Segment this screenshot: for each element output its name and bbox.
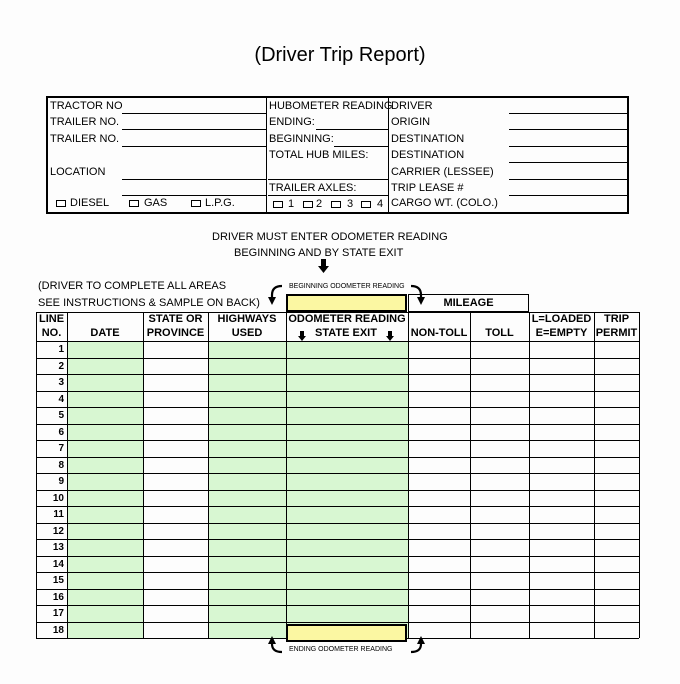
table-cell[interactable] [471, 425, 529, 441]
table-column-divider [639, 312, 640, 638]
table-row-number: 6 [58, 426, 64, 438]
trip-lease-label: TRIP LEASE # [391, 182, 464, 194]
col-loaded-header-1: L=LOADED [531, 313, 592, 325]
table-cell[interactable] [68, 441, 143, 457]
table-cell[interactable] [68, 425, 143, 441]
table-cell[interactable] [595, 590, 639, 606]
table-cell[interactable] [287, 342, 408, 358]
table-cell[interactable] [144, 590, 208, 606]
table-cell[interactable] [209, 359, 286, 375]
table-cell[interactable] [530, 606, 594, 622]
table-cell[interactable] [209, 491, 286, 507]
page-title: (Driver Trip Report) [254, 44, 426, 66]
table-cell[interactable] [471, 573, 529, 589]
col-state-header-1: STATE OR [148, 313, 203, 325]
table-cell[interactable] [209, 557, 286, 573]
table-cell[interactable] [209, 375, 286, 391]
table-cell[interactable] [471, 359, 529, 375]
table-row-number: 2 [58, 360, 64, 372]
table-row-number: 18 [52, 624, 64, 636]
table-row-number: 5 [58, 410, 64, 421]
table-cell[interactable] [595, 557, 639, 573]
table-cell[interactable] [530, 623, 594, 639]
table-cell[interactable] [287, 524, 408, 540]
ending-odometer-label: ENDING ODOMETER READING [289, 646, 393, 653]
table-cell[interactable] [530, 573, 594, 589]
table-cell[interactable] [530, 540, 594, 556]
table-cell[interactable] [144, 524, 208, 540]
table-row-number: 16 [52, 591, 64, 603]
table-cell[interactable] [409, 507, 470, 523]
table-row-number: 8 [58, 459, 64, 471]
table-cell[interactable] [287, 425, 408, 441]
table-row-number: 12 [52, 525, 64, 537]
table-row-number: 7 [58, 443, 64, 454]
origin-label: ORIGIN [391, 116, 431, 128]
driver-label: DRIVER [391, 100, 433, 112]
table-cell[interactable] [595, 474, 639, 490]
table-cell[interactable] [144, 507, 208, 523]
table-cell[interactable] [68, 458, 143, 474]
table-cell[interactable] [68, 342, 143, 358]
table-row-number: 9 [58, 476, 64, 487]
table-cell[interactable] [144, 375, 208, 391]
table-cell[interactable] [68, 540, 143, 556]
col-highways-header-1: HIGHWAYS [217, 313, 277, 325]
table-cell[interactable] [409, 573, 470, 589]
table-cell[interactable] [409, 425, 470, 441]
axle-1-label: 1 [288, 198, 295, 210]
table-cell[interactable] [471, 540, 529, 556]
total-hub-miles-label: TOTAL HUB MILES: [269, 149, 369, 161]
table-cell[interactable] [595, 623, 639, 639]
table-cell[interactable] [68, 408, 143, 424]
table-cell[interactable] [471, 507, 529, 523]
table-row-number: 3 [58, 377, 64, 388]
table-row-number: 13 [52, 542, 64, 553]
table-cell[interactable] [530, 491, 594, 507]
table-cell[interactable] [409, 392, 470, 408]
table-cell[interactable] [144, 458, 208, 474]
table-cell[interactable] [144, 359, 208, 375]
table-cell[interactable] [471, 375, 529, 391]
tractor-no-label: TRACTOR NO [50, 100, 123, 112]
col-permit-header-2: PERMIT [595, 327, 638, 339]
areas-note-1: (DRIVER TO COMPLETE ALL AREAS [38, 280, 227, 292]
beginning-label: BEGINNING: [269, 133, 334, 145]
table-cell[interactable] [287, 441, 408, 457]
table-cell[interactable] [530, 474, 594, 490]
table-cell[interactable] [595, 441, 639, 457]
col-line-header-2: NO. [41, 327, 62, 339]
table-cell[interactable] [144, 623, 208, 639]
table-cell[interactable] [209, 342, 286, 358]
areas-note-2: SEE INSTRUCTIONS & SAMPLE ON BACK) [38, 297, 260, 309]
destination-label-2: DESTINATION [391, 149, 465, 161]
cargo-wt-label: CARGO WT. (COLO.) [391, 197, 498, 209]
table-cell[interactable] [595, 359, 639, 375]
table-cell[interactable] [68, 623, 143, 639]
table-cell[interactable] [409, 540, 470, 556]
table-cell[interactable] [287, 375, 408, 391]
table-cell[interactable] [287, 590, 408, 606]
table-cell[interactable] [287, 474, 408, 490]
table-cell[interactable] [409, 474, 470, 490]
table-cell[interactable] [68, 590, 143, 606]
table-cell[interactable] [287, 491, 408, 507]
table-cell[interactable] [471, 491, 529, 507]
table-cell[interactable] [209, 408, 286, 424]
table-cell[interactable] [409, 458, 470, 474]
gas-label: GAS [144, 197, 168, 209]
trailer-no-label-2: TRAILER NO. [50, 133, 120, 145]
table-cell[interactable] [409, 441, 470, 457]
table-cell[interactable] [144, 573, 208, 589]
table-cell[interactable] [287, 540, 408, 556]
table-cell[interactable] [409, 342, 470, 358]
location-label: LOCATION [50, 166, 106, 178]
table-cell[interactable] [287, 507, 408, 523]
table-cell[interactable] [530, 441, 594, 457]
table-cell[interactable] [595, 540, 639, 556]
table-cell[interactable] [530, 342, 594, 358]
table-cell[interactable] [209, 392, 286, 408]
table-cell[interactable] [409, 524, 470, 540]
table-cell[interactable] [144, 606, 208, 622]
col-highways-header-2: USED [231, 327, 263, 339]
table-cell[interactable] [287, 573, 408, 589]
ending-label: ENDING: [269, 116, 315, 128]
table-row-number: 15 [52, 575, 64, 586]
table-cell[interactable] [287, 392, 408, 408]
table-cell[interactable] [530, 507, 594, 523]
table-cell[interactable] [595, 342, 639, 358]
table-cell[interactable] [287, 458, 408, 474]
table-cell[interactable] [530, 458, 594, 474]
table-cell[interactable] [144, 491, 208, 507]
table-cell[interactable] [530, 557, 594, 573]
table-cell[interactable] [595, 392, 639, 408]
table-cell[interactable] [144, 392, 208, 408]
table-cell[interactable] [530, 590, 594, 606]
table-cell[interactable] [68, 573, 143, 589]
mileage-label: MILEAGE [443, 297, 494, 309]
table-cell[interactable] [530, 408, 594, 424]
table-cell[interactable] [68, 606, 143, 622]
table-cell[interactable] [209, 606, 286, 622]
table-cell[interactable] [530, 524, 594, 540]
table-cell[interactable] [287, 557, 408, 573]
table-cell[interactable] [287, 606, 408, 622]
table-cell[interactable] [471, 623, 529, 639]
table-cell[interactable] [595, 458, 639, 474]
table-cell[interactable] [595, 408, 639, 424]
table-cell[interactable] [409, 590, 470, 606]
ending-odometer-field[interactable] [286, 624, 407, 642]
table-cell[interactable] [144, 540, 208, 556]
col-line-header-1: LINE [38, 313, 65, 325]
table-cell[interactable] [409, 606, 470, 622]
table-cell[interactable] [471, 557, 529, 573]
table-cell[interactable] [68, 491, 143, 507]
instruction-line-1: DRIVER MUST ENTER ODOMETER READING [212, 231, 448, 243]
table-cell[interactable] [68, 392, 143, 408]
destination-label-1: DESTINATION [391, 133, 465, 145]
table-cell[interactable] [595, 524, 639, 540]
table-cell[interactable] [287, 359, 408, 375]
table-cell[interactable] [68, 557, 143, 573]
col-odometer-header-2: STATE EXIT [315, 327, 377, 339]
table-cell[interactable] [209, 590, 286, 606]
beginning-odometer-label: BEGINNING ODOMETER READING [289, 283, 405, 290]
lpg-label: L.P.G. [205, 197, 235, 209]
col-nontoll-header: NON-TOLL [410, 327, 468, 339]
table-cell[interactable] [409, 557, 470, 573]
table-cell[interactable] [471, 408, 529, 424]
state-exit-arrow-left-icon [298, 328, 306, 338]
table-cell[interactable] [471, 342, 529, 358]
table-cell[interactable] [471, 441, 529, 457]
col-toll-header: TOLL [485, 327, 514, 339]
table-cell[interactable] [144, 557, 208, 573]
table-cell[interactable] [530, 359, 594, 375]
table-cell[interactable] [287, 408, 408, 424]
table-cell[interactable] [209, 507, 286, 523]
table-cell[interactable] [68, 524, 143, 540]
table-cell[interactable] [595, 507, 639, 523]
table-cell[interactable] [471, 590, 529, 606]
table-cell[interactable] [530, 375, 594, 391]
state-exit-arrow-right-icon [386, 328, 394, 338]
table-cell[interactable] [471, 606, 529, 622]
table-cell[interactable] [209, 524, 286, 540]
table-cell[interactable] [595, 573, 639, 589]
table-cell[interactable] [209, 540, 286, 556]
curved-arrow-up-left-icon [268, 634, 284, 656]
table-cell[interactable] [144, 408, 208, 424]
table-cell[interactable] [595, 425, 639, 441]
table-cell[interactable] [471, 524, 529, 540]
table-cell[interactable] [209, 573, 286, 589]
hubometer-label: HUBOMETER READING [269, 100, 393, 112]
table-cell[interactable] [144, 474, 208, 490]
col-loaded-header-2: E=EMPTY [535, 327, 588, 339]
table-cell[interactable] [409, 491, 470, 507]
table-cell[interactable] [68, 474, 143, 490]
table-cell[interactable] [209, 425, 286, 441]
col-odometer-header-1: ODOMETER READING [288, 313, 406, 325]
table-cell[interactable] [68, 359, 143, 375]
table-cell[interactable] [409, 359, 470, 375]
table-cell[interactable] [68, 375, 143, 391]
table-cell[interactable] [209, 474, 286, 490]
table-cell[interactable] [144, 342, 208, 358]
curved-arrow-up-right-icon [409, 634, 425, 656]
table-cell[interactable] [530, 425, 594, 441]
col-permit-header-1: TRIP [603, 313, 630, 325]
table-row-number: 10 [52, 492, 64, 504]
col-state-header-2: PROVINCE [146, 327, 205, 339]
table-cell[interactable] [471, 392, 529, 408]
table-cell[interactable] [409, 375, 470, 391]
table-cell[interactable] [209, 441, 286, 457]
table-row-number: 4 [58, 393, 64, 405]
table-cell[interactable] [595, 606, 639, 622]
trailer-axles-label: TRAILER AXLES: [269, 182, 357, 194]
carrier-label: CARRIER (LESSEE) [391, 166, 494, 178]
diesel-label: DIESEL [70, 197, 110, 209]
col-date-header: DATE [90, 327, 120, 339]
axle-3-label: 3 [347, 198, 354, 210]
axle-2-label: 2 [316, 198, 323, 210]
table-cell[interactable] [595, 375, 639, 391]
table-row-number: 17 [52, 608, 64, 619]
table-cell[interactable] [595, 491, 639, 507]
table-row-number: 1 [58, 344, 64, 355]
axle-4-label: 4 [377, 198, 384, 210]
table-cell[interactable] [530, 392, 594, 408]
table-row-number: 14 [52, 558, 64, 570]
table-cell[interactable] [144, 441, 208, 457]
table-cell[interactable] [471, 458, 529, 474]
table-row-number: 11 [53, 509, 64, 520]
instruction-line-2: BEGINNING AND BY STATE EXIT [234, 247, 404, 259]
table-cell[interactable] [68, 507, 143, 523]
table-cell[interactable] [471, 474, 529, 490]
table-cell[interactable] [409, 408, 470, 424]
table-cell[interactable] [144, 425, 208, 441]
table-cell[interactable] [209, 458, 286, 474]
trailer-no-label-1: TRAILER NO. [50, 116, 120, 128]
